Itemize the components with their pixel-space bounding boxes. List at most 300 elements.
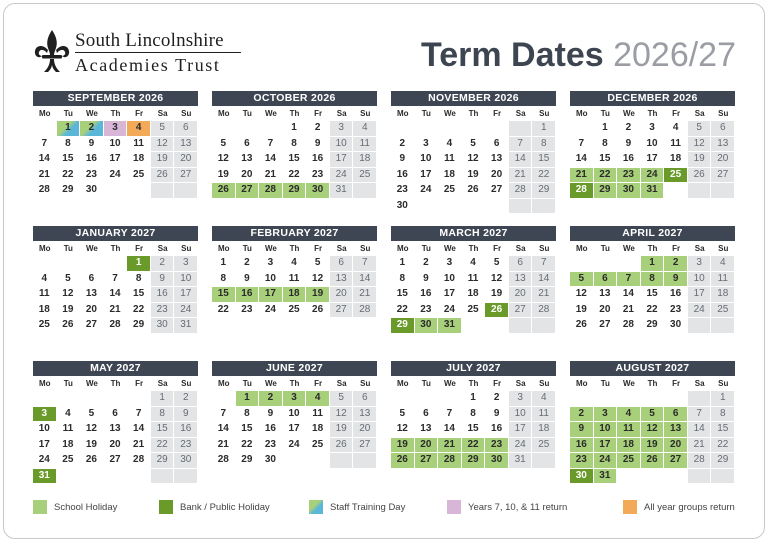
day-cell — [330, 453, 353, 468]
day-cell: 1 — [399, 257, 406, 268]
day-cell: 8 — [291, 137, 297, 149]
day-cell: 5 — [151, 121, 174, 136]
day-cell — [438, 391, 461, 406]
day-cell: 1 — [236, 391, 259, 406]
day-cell: 11 — [467, 272, 479, 284]
month-title: DECEMBER 2026 — [570, 91, 735, 106]
day-cell: 22 — [711, 438, 734, 453]
day-cell: 16 — [670, 288, 682, 299]
weekday-label: Fr — [135, 109, 144, 118]
day-cell: 6 — [174, 121, 197, 136]
weekday-label: We — [444, 109, 456, 118]
day-cell: 25 — [62, 454, 74, 465]
day-cell: 28 — [438, 453, 461, 468]
weekday-label: Fr — [314, 379, 323, 388]
day-cell: 29 — [532, 183, 555, 198]
day-cell — [688, 183, 711, 198]
day-cell: 24 — [443, 303, 455, 315]
day-cell: 29 — [62, 184, 74, 195]
day-cell: 20 — [174, 152, 197, 167]
day-cell: 18 — [353, 152, 376, 167]
day-cell: 6 — [244, 137, 250, 149]
week-row — [33, 469, 198, 485]
day-cell: 15 — [467, 423, 479, 434]
day-cell: 21 — [109, 303, 121, 315]
month-title: OCTOBER 2026 — [212, 91, 377, 106]
day-cell: 26 — [212, 183, 235, 198]
day-cell: 30 — [396, 199, 408, 211]
day-cell: 21 — [438, 438, 461, 453]
day-cell: 19 — [575, 303, 587, 315]
day-cell — [33, 256, 56, 271]
weekday-label: Tu — [63, 109, 73, 118]
day-cell: 14 — [133, 423, 145, 434]
month-title: AUGUST 2027 — [570, 361, 735, 376]
day-cell: 17 — [288, 423, 300, 434]
day-cell — [127, 391, 150, 406]
day-cell: 8 — [532, 137, 555, 152]
day-cell — [688, 469, 711, 484]
day-cell: 30 — [670, 319, 682, 330]
day-cell: 5 — [570, 272, 593, 287]
day-cell — [485, 318, 508, 333]
day-cell: 23 — [670, 303, 682, 315]
weekday-label: Mo — [397, 244, 409, 253]
day-cell — [212, 391, 235, 406]
day-cell — [617, 469, 640, 484]
day-cell: 16 — [570, 438, 593, 453]
weekday-label: Th — [289, 109, 300, 118]
week-row — [33, 391, 198, 407]
day-cell — [174, 183, 197, 198]
weekday-label: Mo — [39, 379, 51, 388]
week-row — [570, 422, 735, 438]
week-row — [570, 121, 735, 137]
day-cell: 7 — [446, 407, 453, 419]
week-row — [391, 256, 556, 272]
legend-item — [33, 500, 117, 514]
day-cell: 25 — [467, 303, 479, 315]
day-cell: 7 — [112, 272, 118, 284]
day-cell: 3 — [446, 257, 453, 268]
day-cell — [711, 183, 734, 198]
weekday-label: Mo — [397, 379, 409, 388]
day-cell — [532, 318, 555, 333]
day-cell: 10 — [264, 272, 276, 284]
day-cell: 30 — [264, 454, 276, 465]
day-cell — [462, 121, 485, 136]
weekday-label: Su — [718, 244, 729, 253]
legend-label: School Holiday — [54, 501, 118, 513]
day-cell: 30 — [485, 453, 508, 468]
day-cell: 31 — [174, 318, 197, 333]
day-cell: 1 — [470, 392, 476, 403]
month-block — [391, 361, 556, 469]
day-cell: 14 — [38, 153, 50, 164]
week-row — [212, 152, 377, 168]
day-cell: 22 — [594, 168, 617, 183]
weekday-label: Su — [718, 379, 729, 388]
day-cell: 28 — [688, 453, 711, 468]
day-cell: 3 — [267, 257, 274, 268]
day-cell: 31 — [641, 183, 664, 198]
day-cell — [594, 391, 617, 406]
day-cell: 12 — [396, 423, 408, 434]
day-cell: 6 — [594, 272, 617, 287]
week-row — [33, 407, 198, 423]
day-cell: 21 — [622, 303, 634, 315]
page-title — [421, 38, 736, 72]
day-cell: 3 — [649, 122, 655, 133]
day-cell: 15 — [241, 423, 253, 434]
weekday-label: Sa — [157, 379, 168, 388]
day-cell: 13 — [599, 288, 611, 299]
day-cell: 27 — [491, 184, 503, 195]
day-cell: 21 — [688, 438, 711, 453]
day-cell: 24 — [264, 303, 276, 315]
weekday-label: Tu — [600, 109, 610, 118]
trust-logo — [33, 28, 241, 76]
day-cell: 13 — [353, 407, 376, 422]
day-cell: 11 — [39, 288, 50, 299]
day-cell: 9 — [570, 422, 593, 437]
day-cell — [127, 183, 150, 198]
day-cell: 25 — [711, 303, 734, 318]
day-cell: 20 — [711, 152, 734, 167]
week-row — [33, 137, 198, 153]
day-cell: 29 — [594, 183, 617, 198]
fleur-de-lis-icon — [33, 28, 71, 76]
day-cell: 2 — [174, 391, 197, 406]
day-cell: 8 — [602, 137, 608, 149]
day-cell: 9 — [174, 407, 197, 422]
weekday-label: Fr — [314, 244, 323, 253]
day-cell: 21 — [264, 168, 276, 180]
day-cell: 26 — [688, 168, 711, 183]
month-block — [391, 91, 556, 214]
weekday-label: Su — [360, 244, 371, 253]
weekday-label: Tu — [242, 244, 252, 253]
week-row — [570, 303, 735, 319]
month-title: MAY 2027 — [33, 361, 198, 376]
day-cell: 29 — [711, 453, 734, 468]
day-cell — [462, 318, 485, 333]
weekday-label: Th — [289, 379, 300, 388]
day-cell: 15 — [646, 288, 658, 299]
day-cell: 5 — [399, 407, 406, 419]
day-cell — [641, 469, 664, 484]
week-row — [212, 407, 377, 423]
weekday-label: Mo — [39, 109, 51, 118]
day-cell: 27 — [664, 453, 687, 468]
legend-item — [447, 500, 567, 514]
month-block — [391, 226, 556, 334]
title-main: Term Dates — [420, 36, 604, 74]
day-cell: 27 — [236, 183, 259, 198]
day-cell — [259, 121, 282, 136]
day-cell — [485, 199, 508, 214]
day-cell: 5 — [470, 137, 476, 149]
week-row — [212, 453, 377, 469]
week-row — [33, 168, 198, 184]
day-cell: 13 — [491, 153, 503, 164]
day-cell: 16 — [236, 287, 259, 302]
day-cell: 8 — [244, 407, 250, 419]
day-cell: 17 — [594, 438, 617, 453]
day-cell: 20 — [330, 287, 353, 302]
day-cell — [174, 469, 197, 484]
day-cell: 9 — [88, 137, 95, 149]
week-row — [212, 121, 377, 137]
legend-item — [623, 500, 735, 514]
day-cell: 31 — [594, 469, 617, 484]
week-row — [391, 121, 556, 137]
weekday-label: Fr — [672, 379, 681, 388]
day-cell — [711, 469, 734, 484]
day-cell: 24 — [330, 168, 353, 183]
weekday-label: We — [86, 109, 98, 118]
day-cell: 23 — [174, 438, 197, 453]
day-cell: 26 — [641, 453, 664, 468]
day-cell: 7 — [353, 256, 376, 271]
day-cell: 30 — [617, 183, 640, 198]
day-cell: 22 — [241, 438, 253, 450]
day-cell — [353, 183, 376, 198]
day-cell: 29 — [462, 453, 485, 468]
day-cell: 5 — [314, 257, 321, 268]
day-cell: 17 — [330, 152, 353, 167]
week-row — [391, 303, 556, 319]
day-cell — [688, 391, 711, 406]
month-block — [212, 226, 377, 318]
day-cell: 20 — [415, 438, 438, 453]
day-cell: 18 — [443, 168, 455, 180]
day-cell: 18 — [38, 303, 50, 315]
day-cell: 22 — [646, 303, 658, 315]
week-row — [570, 407, 735, 423]
day-cell — [33, 121, 56, 136]
legend-item — [159, 500, 270, 514]
day-cell: 16 — [151, 287, 174, 302]
day-cell: 17 — [646, 153, 658, 164]
legend-swatch — [623, 500, 637, 514]
day-cell: 10 — [38, 423, 50, 434]
weekday-label: Fr — [672, 109, 681, 118]
day-cell: 6 — [353, 391, 376, 406]
day-cell: 28 — [353, 303, 376, 318]
day-cell: 7 — [688, 407, 711, 422]
day-cell: 29 — [391, 318, 414, 333]
day-cell: 6 — [112, 407, 118, 419]
day-cell: 20 — [491, 168, 503, 180]
weekday-label: Tu — [63, 379, 73, 388]
day-cell: 8 — [470, 407, 476, 419]
month-title: JUNE 2027 — [212, 361, 377, 376]
day-cell: 8 — [399, 272, 406, 284]
day-cell: 23 — [617, 168, 640, 183]
legend — [33, 500, 738, 516]
day-cell: 20 — [241, 168, 253, 180]
day-cell: 25 — [617, 453, 640, 468]
day-cell: 2 — [423, 257, 429, 268]
day-cell: 13 — [330, 272, 353, 287]
weekday-label: Mo — [218, 379, 230, 388]
day-cell: 9 — [151, 272, 174, 287]
day-cell — [617, 391, 640, 406]
day-cell: 13 — [664, 422, 687, 437]
day-cell: 12 — [467, 153, 479, 164]
weekday-header-row — [33, 376, 198, 391]
weekday-label: Su — [181, 109, 192, 118]
week-row — [212, 272, 377, 288]
week-row — [212, 438, 377, 454]
day-cell: 21 — [532, 287, 555, 302]
day-cell: 28 — [570, 183, 593, 198]
day-cell — [283, 453, 306, 468]
day-cell — [104, 183, 127, 198]
day-cell: 8 — [65, 137, 71, 149]
day-cell: 28 — [532, 303, 555, 318]
day-cell: 9 — [314, 137, 321, 149]
day-cell: 1 — [641, 256, 664, 271]
legend-swatch — [159, 500, 173, 514]
day-cell: 24 — [174, 303, 197, 318]
day-cell: 2 — [625, 122, 632, 133]
week-row — [570, 453, 735, 469]
day-cell: 17 — [688, 287, 711, 302]
day-cell — [570, 391, 593, 406]
weekday-label: Mo — [218, 109, 230, 118]
day-cell — [532, 453, 555, 468]
week-row — [391, 137, 556, 153]
weekday-label: Sa — [157, 244, 168, 253]
day-cell: 22 — [151, 438, 174, 453]
logo-divider — [75, 52, 241, 53]
day-cell — [151, 469, 174, 484]
day-cell: 4 — [470, 257, 476, 268]
week-row — [33, 303, 198, 319]
day-cell: 29 — [241, 454, 253, 465]
day-cell: 25 — [38, 319, 50, 330]
day-cell: 16 — [312, 153, 324, 164]
day-cell: 9 — [493, 407, 500, 419]
day-cell: 19 — [688, 152, 711, 167]
day-cell: 10 — [330, 137, 353, 152]
weekday-label: Tu — [63, 244, 73, 253]
day-cell: 15 — [151, 422, 174, 437]
day-cell: 14 — [532, 272, 555, 287]
weekday-label: Sa — [694, 244, 705, 253]
day-cell: 10 — [688, 272, 711, 287]
week-row — [570, 137, 735, 153]
day-cell: 4 — [672, 122, 679, 133]
day-cell: 1 — [711, 391, 734, 406]
day-cell: 21 — [38, 168, 50, 180]
day-cell: 15 — [133, 288, 145, 299]
day-cell: 16 — [491, 423, 503, 434]
day-cell: 7 — [532, 256, 555, 271]
day-cell: 22 — [532, 168, 555, 183]
day-cell: 9 — [267, 407, 274, 419]
day-cell: 8 — [220, 272, 227, 284]
day-cell — [151, 183, 174, 198]
weekday-label: Fr — [493, 109, 502, 118]
week-row — [212, 168, 377, 184]
day-cell — [509, 318, 532, 333]
day-cell: 14 — [622, 288, 634, 299]
weekday-label: We — [444, 379, 456, 388]
day-cell — [80, 256, 103, 271]
weekday-label: We — [265, 109, 277, 118]
day-cell — [80, 391, 103, 406]
day-cell: 3 — [688, 256, 711, 271]
day-cell: 30 — [306, 183, 329, 198]
week-row — [391, 199, 556, 215]
day-cell: 2 — [244, 257, 250, 268]
day-cell: 16 — [420, 288, 432, 299]
day-cell: 10 — [594, 422, 617, 437]
legend-item — [309, 500, 405, 514]
weekday-label: Tu — [242, 379, 252, 388]
day-cell: 3 — [104, 121, 127, 136]
day-cell: 15 — [396, 288, 408, 299]
day-cell: 2 — [151, 256, 174, 271]
week-row — [33, 422, 198, 438]
weekday-label: We — [86, 244, 98, 253]
month-block — [570, 361, 735, 484]
weekday-label: We — [265, 244, 277, 253]
day-cell: 17 — [420, 168, 432, 180]
day-cell — [57, 469, 80, 484]
calendar-grid — [33, 91, 734, 486]
day-cell — [688, 318, 711, 333]
day-cell: 28 — [622, 319, 634, 330]
day-cell: 20 — [599, 303, 611, 315]
day-cell — [438, 121, 461, 136]
day-cell: 26 — [312, 303, 324, 315]
week-row — [391, 422, 556, 438]
day-cell: 18 — [532, 422, 555, 437]
day-cell: 25 — [133, 168, 145, 180]
day-cell: 20 — [109, 438, 121, 450]
day-cell: 29 — [646, 319, 658, 330]
legend-swatch — [309, 500, 323, 514]
day-cell: 24 — [688, 303, 711, 318]
day-cell: 2 — [314, 122, 321, 133]
day-cell — [212, 121, 235, 136]
day-cell: 15 — [532, 152, 555, 167]
day-cell: 16 — [622, 153, 634, 164]
week-row — [391, 407, 556, 423]
weekday-label: Fr — [493, 379, 502, 388]
day-cell: 21 — [133, 438, 145, 450]
month-block — [33, 361, 198, 484]
day-cell: 17 — [259, 287, 282, 302]
week-row — [570, 318, 735, 334]
week-row — [570, 152, 735, 168]
day-cell: 30 — [85, 184, 97, 195]
legend-label: Staff Training Day — [330, 501, 406, 513]
weekday-label: We — [623, 109, 635, 118]
day-cell — [711, 318, 734, 333]
day-cell: 12 — [312, 272, 324, 284]
day-cell: 7 — [41, 137, 48, 149]
day-cell — [594, 256, 617, 271]
day-cell: 19 — [467, 168, 479, 180]
day-cell — [617, 256, 640, 271]
day-cell — [415, 199, 438, 214]
day-cell: 7 — [509, 137, 532, 152]
